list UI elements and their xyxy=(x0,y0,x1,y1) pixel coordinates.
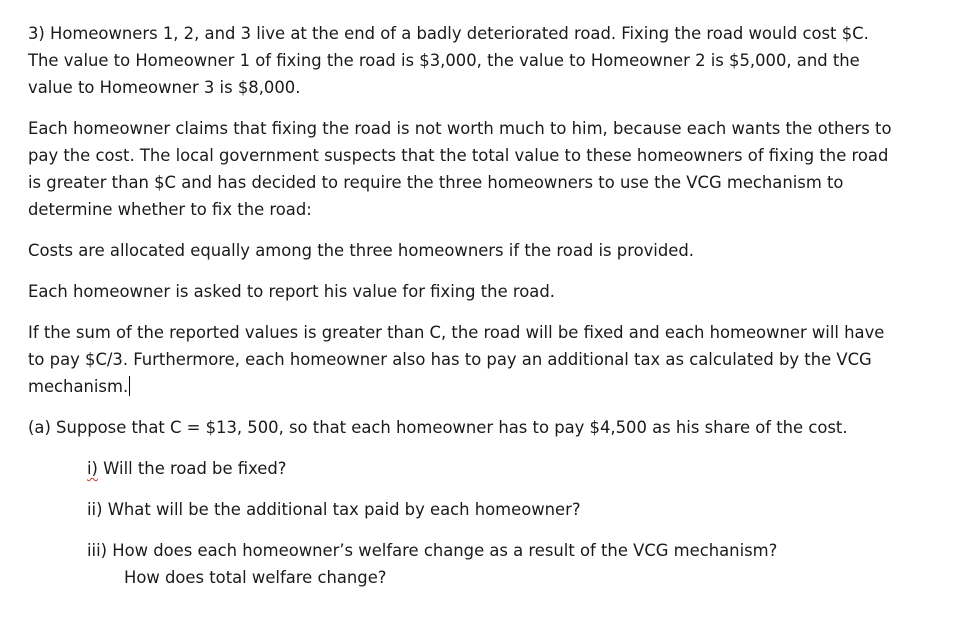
text-line: 3) Homeowners 1, 2, and 3 live at the end of a badly deteriorated road. Fixing the road would cost $C. xyxy=(28,24,869,43)
part-a-paragraph xyxy=(28,414,933,441)
text-line-content: mechanism. xyxy=(28,377,129,396)
text-line: Each homeowner claims that fixing the road is not worth much to him, because each wants the others to xyxy=(28,119,892,138)
text-line xyxy=(87,455,933,482)
text-line: value to Homeowner 3 is $8,000. xyxy=(28,78,301,97)
question-text: Will the road be fixed? xyxy=(97,459,287,478)
question-iii xyxy=(28,537,933,591)
rule-paragraph xyxy=(28,319,933,400)
document-body xyxy=(28,20,933,591)
text-line xyxy=(28,373,933,400)
text-line: pay the cost. The local government suspects that the total value to these homeowners of fixing the road xyxy=(28,146,889,165)
text-line: Costs are allocated equally among the three homeowners if the road is provided. xyxy=(28,241,694,260)
question-i xyxy=(28,455,933,482)
text-line: The value to Homeowner 1 of fixing the road is $3,000, the value to Homeowner 2 is $5,000, and the xyxy=(28,51,860,70)
report-value-paragraph xyxy=(28,278,933,305)
text-line: is greater than $C and has decided to require the three homeowners to use the VCG mechanism to xyxy=(28,173,844,192)
spellcheck-flagged-marker[interactable]: i) xyxy=(87,459,98,478)
question-ii xyxy=(28,496,933,523)
text-line: to pay $C/3. Furthermore, each homeowner also has to pay an additional tax as calculated by the VCG xyxy=(28,350,872,369)
text-line: (a) Suppose that C = $13, 500, so that each homeowner has to pay $4,500 as his share of the cost. xyxy=(28,418,848,437)
claims-paragraph xyxy=(28,115,933,223)
text-line: ii) What will be the additional tax paid by each homeowner? xyxy=(87,500,581,519)
text-line: How does total welfare change? xyxy=(124,568,387,587)
text-cursor xyxy=(129,376,130,396)
text-line: If the sum of the reported values is greater than C, the road will be fixed and each homeowner will have xyxy=(28,323,885,342)
text-line: Each homeowner is asked to report his value for fixing the road. xyxy=(28,282,555,301)
problem-intro-paragraph xyxy=(28,20,933,101)
text-line: determine whether to fix the road: xyxy=(28,200,312,219)
cost-allocation-paragraph xyxy=(28,237,933,264)
text-line: iii) How does each homeowner’s welfare change as a result of the VCG mechanism? xyxy=(87,541,778,560)
